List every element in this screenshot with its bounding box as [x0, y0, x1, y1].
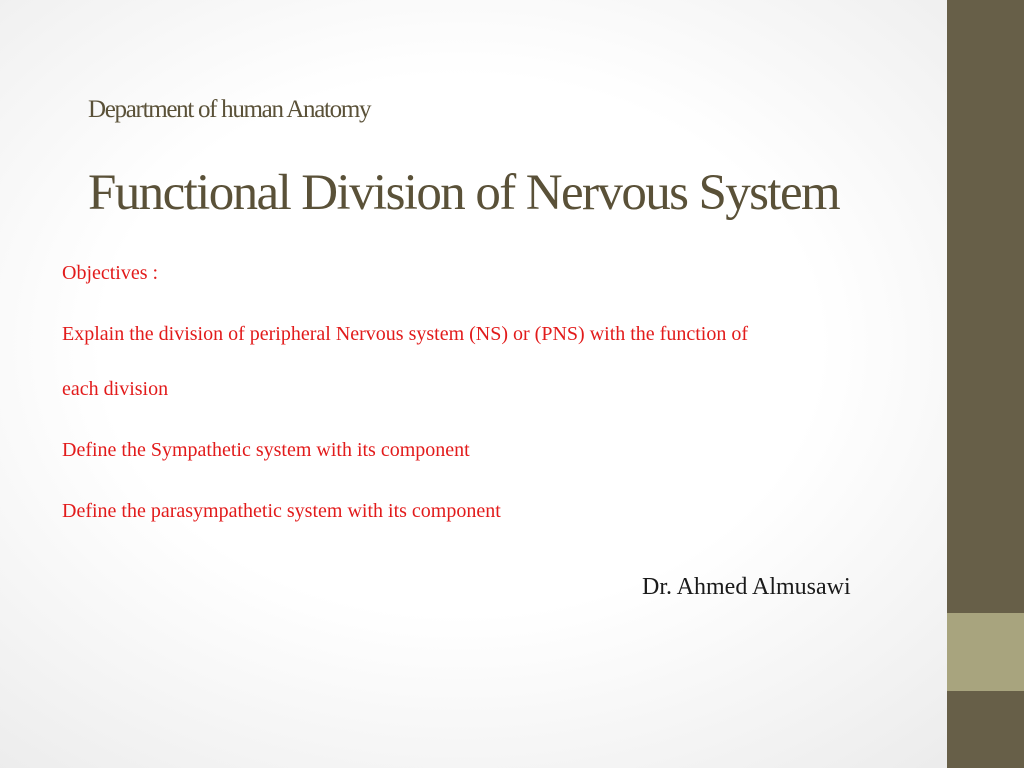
objective-item: Explain the division of peripheral Nervous system (NS) or (PNS) with the function of [62, 323, 748, 345]
slide-title: Functional Division of Nervous System [88, 165, 840, 221]
objective-item: each division [62, 378, 169, 400]
right-sidebar-accent-block [947, 613, 1024, 691]
objective-item: Define the parasympathetic system with its component [62, 500, 501, 522]
author-name: Dr. Ahmed Almusawi [642, 574, 851, 600]
objectives-heading: Objectives : [62, 262, 159, 284]
department-subtitle: Department of human Anatomy [88, 96, 371, 123]
objective-item: Define the Sympathetic system with its component [62, 439, 470, 461]
